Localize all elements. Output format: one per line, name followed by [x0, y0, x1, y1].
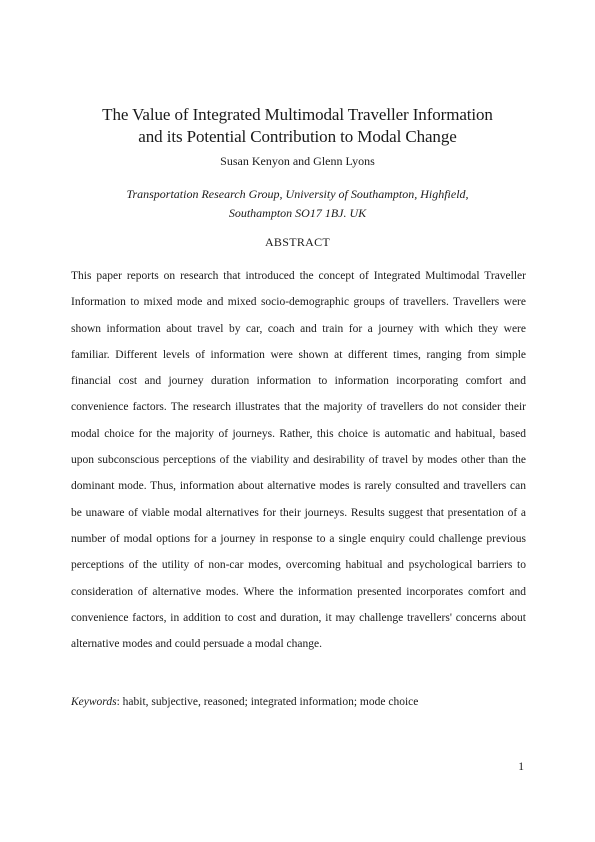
paper-title — [60, 104, 535, 148]
abstract-body: This paper reports on research that introduced the concept of Integrated Multimodal Traveller Information to mixed mode and mixed socio-demographic groups of travellers. Travellers were shown information about travel by car, coach and train for a journey with which they were familiar. Different levels of information were shown at different times, ranging from simple financial cost and journey duration information to information incorporating comfort and convenience factors. The research illustrates that the majority of travellers do not consider their modal choice for the majority of journeys. Rather, this choice is automatic and habitual, based upon subconscious perceptions of the viability and desirability of travel by modes other than the dominant mode. Thus, information about alternative modes is rarely consulted and travellers can be unaware of viable modal alternatives for their journeys. Results suggest that presentation of a number of modal options for a journey in response to a single enquiry could challenge previous perceptions of the utility of non-car modes, overcoming habitual and psychological barriers to consideration of alternative modes. Where the information presented incorporates comfort and convenience factors, in addition to cost and duration, it may challenge travellers' concerns about alternative modes and could persuade a modal change. — [71, 270, 526, 651]
affiliation — [60, 185, 535, 223]
abstract-heading: ABSTRACT — [264, 235, 331, 249]
title-line-2: and its Potential Contribution to Modal Change — [138, 127, 457, 146]
page-number: 1 — [518, 761, 524, 773]
affiliation-line-1: Transportation Research Group, University of Southampton, Highfield, — [126, 187, 469, 201]
affiliation-line-2: Southampton SO17 1BJ. UK — [228, 206, 367, 220]
keywords-label: Keywords — [71, 696, 117, 708]
title-line-1: The Value of Integrated Multimodal Traveller Information — [102, 105, 493, 124]
keywords-text: : habit, subjective, reasoned; integrated information; mode choice — [116, 696, 419, 708]
keywords — [71, 695, 526, 709]
authors: Susan Kenyon and Glenn Lyons — [220, 154, 375, 168]
